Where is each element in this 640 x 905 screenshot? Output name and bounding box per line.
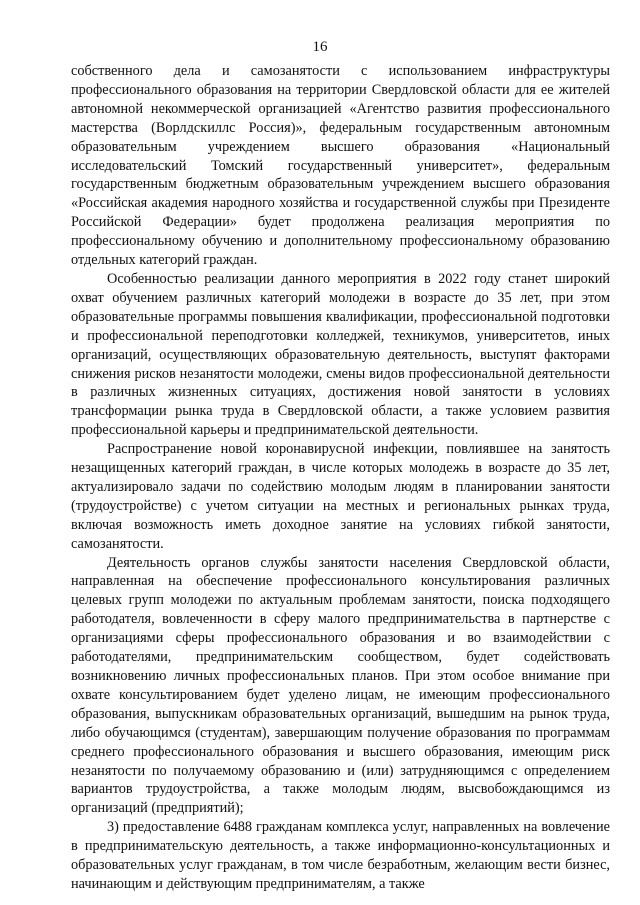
paragraph-youth-training-features: Особенностью реализации данного мероприятия в 2022 году станет широкий охват обучением различных категорий молодежи в возрасте до 35 лет, при этом образовательные программы повышения квалификации, профессиональной подготовки и профессиональной переподготовки колледжей, техникумов, университетов, иных организаций, осуществляющих образовательную деятельность, выступят факторами снижения рисков незанятости молодежи, смены видов профессиональной деятельности в различных жизненных ситуациях, достижения новой занятости в условиях трансформации рынка труда в Свердловской области, а также условием развития профессиональной карьеры и предпринимательской деятельности. xyxy=(71,270,610,439)
paragraph-continuation: собственного дела и самозанятости с использованием инфраструктуры профессионального образования на территории Свердловской области для ее жителей автономной некоммерческой организацией «Агентство развития профессионального мастерства (Ворлдскиллс Россия)», федеральным государственным автономным образовательным учреждением высшего образования «Национальный исследовательский Томский государственный университет», федеральным государственным бюджетным образовательным учреждением высшего образования «Российская академия народного хозяйства и государственной службы при Президенте Российской Федерации» будет продолжена реализация мероприятия по профессиональному обучению и дополнительному профессиональному образованию отдельных категорий граждан. xyxy=(71,63,610,269)
paragraph-item-3-entrepreneurship-services: 3) предоставление 6488 гражданам комплекса услуг, направленных на вовлечение в предпринимательскую деятельность, а также информационно-консультационных и образовательных услуг гражданам, в том числе безработным, желающим вести бизнес, начинающим и действующим предпринимателям, а также xyxy=(71,819,610,892)
document-body xyxy=(71,62,610,894)
page-number: 16 xyxy=(312,39,328,55)
paragraph-coronavirus-impact: Распространение новой коронавирусной инфекции, повлиявшее на занятость незащищенных категорий граждан, в числе которых молодежь в возрасте до 35 лет, актуализировало задачи по содействию молодым людям в планировании занятости (трудоустройстве) с учетом ситуации на местных и региональных рынках труда, включая возможность иметь доходное занятие на условиях гибкой занятости, самозанятости. xyxy=(71,441,610,552)
paragraph-employment-service-activity: Деятельность органов службы занятости населения Свердловской области, направленная на обеспечение профессионального консультирования различных целевых групп молодежи по актуальным проблемам занятости, поиска подходящего работодателя, вовлеченности в сферу малого предпринимательства в партнерстве с организациями сферы профессионального образования и во взаимодействии с работодателями, предпринимательским сообществом, будет содействовать возникновению личных профессиональных планов. При этом особое внимание при охвате консультированием будет уделено лицам, не имеющим профессионального образования, выпускникам образовательных организаций, вышедшим на рынок труда, либо обучающимся (студентам), завершающим получение образования по программам среднего профессионального образования и высшего образования, имеющим риск незанятости по получаемому образованию и (или) затрудняющимся с определением вариантов трудоустройства, а также молодым людям, высвобождающимся из организаций (предприятий); xyxy=(71,554,610,817)
